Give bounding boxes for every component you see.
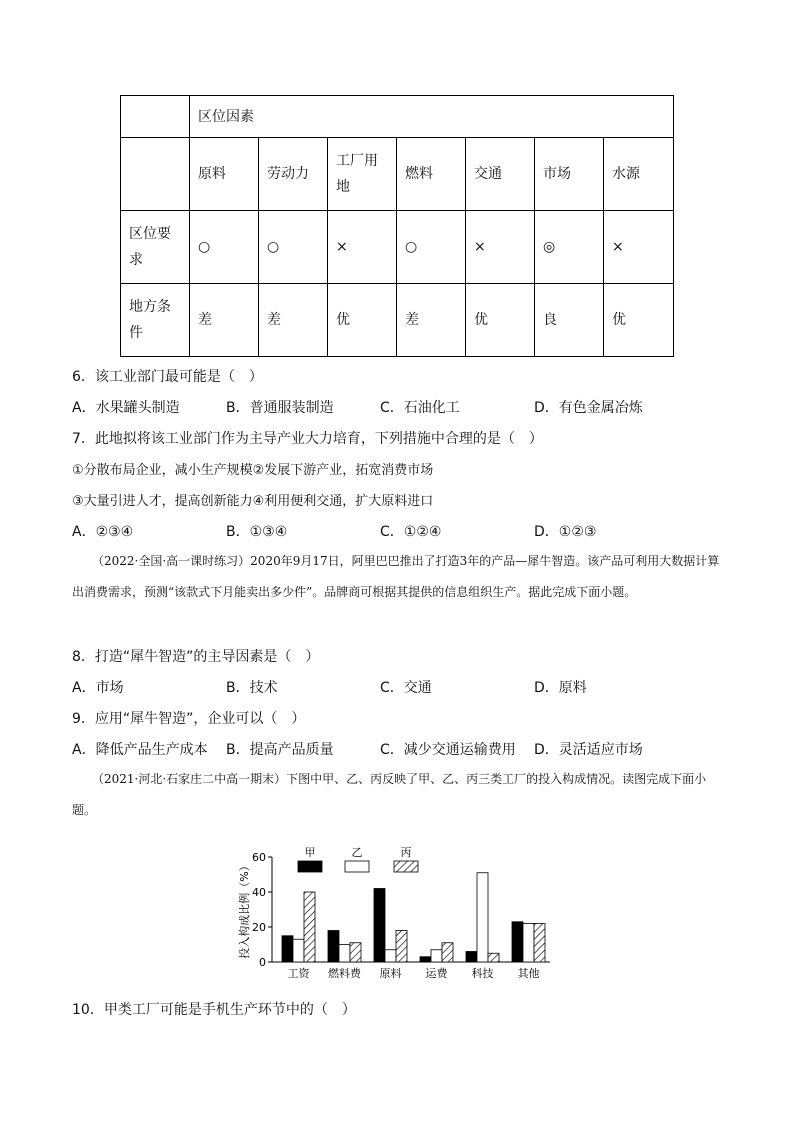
factor-cell: 劳动力 [259,138,328,211]
table-blank-cell [121,138,190,211]
bar-甲-其他 [512,922,523,962]
bar-甲-科技 [466,952,477,963]
material-intro-1: （2022·全国·高一课时练习）2020年9月17日，阿里巴巴推出了打造3年的产品—犀牛智造。该产品可利用大数据计算出消费需求，预测“该款式下月能卖出多少件”。品牌商可根据其提供的信息组织生产。据此完成下面小题。 [72,554,720,599]
table-cell: 优 [328,284,397,357]
table-cell: ○ [259,211,328,284]
x-tick-label: 燃料费 [328,967,361,980]
y-tick-label: 40 [252,886,266,899]
legend-label: 乙 [351,846,363,859]
bar-乙-原料 [385,950,396,962]
y-tick-label: 20 [252,921,266,934]
q7-option-c[interactable]: C．①②④ [380,524,442,540]
bar-丙-燃料费 [350,943,361,962]
q6-option-d[interactable]: D．有色金属冶炼 [534,400,643,416]
question-8-stem: 8．打造“犀牛智造”的主导因素是（ ） [72,649,320,665]
bar-丙-其他 [534,924,545,963]
y-tick-label: 0 [259,956,266,969]
bar-丙-工资 [304,892,315,962]
y-tick-label: 60 [252,851,266,864]
bar-甲-原料 [374,889,385,963]
factor-cell: 原料 [190,138,259,211]
table-header: 区位因素 [190,96,674,138]
factor-cell: 水源 [604,138,674,211]
table-cell: ○ [190,211,259,284]
y-axis-title: 投入构成比例（%） [238,860,251,959]
table-cell: 差 [397,284,466,357]
table-cell: ○ [397,211,466,284]
q8-option-d[interactable]: D．原料 [534,680,587,696]
q7-statement-line-2: ③大量引进人才，提高创新能力④利用便利交通，扩大原料进口 [72,494,434,509]
row-label: 区位要求 [121,211,190,284]
bar-甲-燃料费 [328,931,339,963]
q9-option-c[interactable]: C．减少交通运输费用 [380,742,516,758]
q8-option-c[interactable]: C．交通 [380,680,432,696]
bar-甲-运费 [420,957,431,962]
legend-swatch-甲 [298,861,322,872]
q6-option-c[interactable]: C．石油化工 [380,400,460,416]
input-structure-bar-chart [230,840,560,985]
q7-option-d[interactable]: D．①②③ [534,524,597,540]
q6-option-a[interactable]: A．水果罐头制造 [72,400,180,416]
table-cell: × [328,211,397,284]
material-intro-2: （2021·河北·石家庄二中高一期末）下图中甲、乙、丙反映了甲、乙、丙三类工厂的投入构成情况。读图完成下面小题。 [72,772,707,817]
q8-option-b[interactable]: B．技术 [226,680,278,696]
x-tick-label: 工资 [287,967,310,980]
q9-option-d[interactable]: D．灵活适应市场 [534,742,643,758]
question-10-stem: 10．甲类工厂可能是手机生产环节中的（ ） [72,1002,356,1018]
bar-乙-运费 [431,950,442,962]
q6-option-b[interactable]: B．普通服装制造 [226,400,334,416]
legend-label: 甲 [304,846,316,859]
row-label: 地方条件 [121,284,190,357]
question-7-stem: 7．此地拟将该工业部门作为主导产业大力培育，下列措施中合理的是（ ） [72,431,543,447]
location-factor-table [120,95,674,357]
q7-option-a[interactable]: A．②③④ [72,524,134,540]
table-cell: × [466,211,535,284]
bar-丙-原料 [396,931,407,963]
table-corner-cell [121,96,190,138]
bar-乙-其他 [523,924,534,963]
legend-swatch-乙 [345,861,369,872]
q8-option-a[interactable]: A．市场 [72,680,124,696]
table-cell: × [604,211,674,284]
factor-cell: 市场 [535,138,604,211]
bar-丙-科技 [488,953,499,962]
table-cell: 良 [535,284,604,357]
q7-statement-line-1: ①分散布局企业，减小生产规模②发展下游产业，拓宽消费市场 [72,463,434,478]
table-cell: 差 [190,284,259,357]
x-tick-label: 原料 [379,967,402,980]
q9-option-b[interactable]: B．提高产品质量 [226,742,334,758]
x-tick-label: 其他 [517,967,540,980]
bar-丙-运费 [442,943,453,962]
legend-swatch-丙 [394,861,418,872]
question-9-stem: 9．应用“犀牛智造”，企业可以（ ） [72,711,306,727]
table-cell: 差 [259,284,328,357]
table-cell: ◎ [535,211,604,284]
table-cell: 优 [466,284,535,357]
factor-cell: 交通 [466,138,535,211]
table-cell: 优 [604,284,674,357]
q9-option-a[interactable]: A．降低产品生产成本 [72,742,208,758]
bar-乙-燃料费 [339,945,350,963]
bar-乙-工资 [293,939,304,962]
factor-cell: 燃料 [397,138,466,211]
bar-甲-工资 [282,936,293,962]
x-tick-label: 科技 [471,967,494,980]
question-6-stem: 6．该工业部门最可能是（ ） [72,369,263,385]
factor-cell: 工厂用地 [328,138,397,211]
q7-option-b[interactable]: B．①③④ [226,524,288,540]
bar-乙-科技 [477,873,488,962]
legend-label: 丙 [400,846,412,859]
x-tick-label: 运费 [425,967,448,980]
